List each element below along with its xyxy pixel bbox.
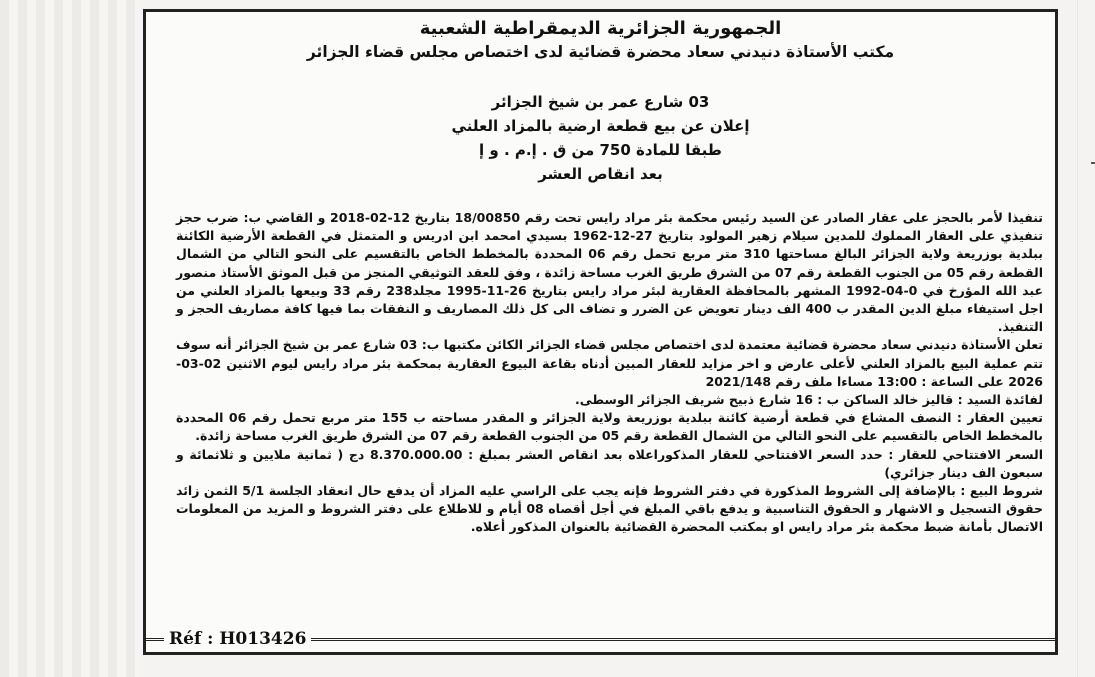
bailiff-office-title: مكتب الأستاذة دنيدني سعاد محضرة قضائية لدى اختصاص مجلس قضاء الجزائر bbox=[306, 43, 895, 61]
reference-number: Réf : H013426 bbox=[164, 628, 311, 650]
page-gutter bbox=[0, 0, 140, 677]
legal-article: طبقا للمادة 750 من ق . إ.م . و إ bbox=[479, 141, 722, 159]
price-reduction-note: بعد انقاص العشر bbox=[538, 165, 663, 183]
opening-price-paragraph: السعر الافتتاحي للعقار : حدد السعر الافتتاحي للعقار المذكوراعلاه بعد انقاص العشر بمبلغ : 8.370.000.00 دج ( ثمانية ملايين و ثلاثمائة و سبعون الف دينار جزائري) bbox=[176, 446, 1043, 480]
republic-title: الجمهورية الجزائرية الديمقراطية الشعبية bbox=[419, 18, 782, 39]
property-paragraph: تعيين العقار : النصف المشاع في قطعة أرضية كائنة ببلدية بوزريعة ولاية الجزائر و المقدر مساحته ب 155 متر مربع تحمل رقم 06 المحددة بالمخطط الخاص بالتقسيم على النحو التالي من الشمال القطعة رقم 05 من الجنوب القطعة رقم 07 من الشرق طريق الغرب مساحة زائدة. bbox=[176, 410, 1043, 444]
notice-body bbox=[176, 209, 1043, 537]
legal-notice-box bbox=[143, 9, 1058, 655]
seizure-paragraph: تنفيذا لأمر بالحجز على عقار الصادر عن السيد رئيس محكمة بئر مراد رايس تحت رقم 18/00850 بتاريخ 12-02-2018 و القاضي ب: ضرب حجز تنفيذي على العقار المملوك للمدين سيلام زهير المولود بتاريخ 27-12-1962 بسيدي امحمد ابن ادريس و المتمثل في القطعة الأرضية الكائنة ببلدية بوزريعة ولاية الجزائر البالغ مساحتها 310 متر مربع تحمل رقم 06 المحددة بالمخطط الخاص بالتقسيم على النحو التالي من الشمال القطعة رقم 05 من الجنوب القطعة رقم 07 من الشرق طريق الغرب مساحة زائدة ، وفق للعقد التوثيقي المنجز من قبل الموثق الأستاذ منصور عبد الله المؤرخ في 0-04-1992 المشهر بالمحافظة العقارية لبئر مراد رايس بتاريخ 26-11-1995 مجلد238 رقم 33 وبيعها بالمزاد العلني من اجل استيفاء مبلغ الدين المقدر ب 400 الف دينار تعويض عن الضرر و تضاف الى كل ذلك المصاريف و النفقات بما فيها كافة مصاريف الحجز و التنفيذ. bbox=[176, 210, 1043, 335]
page-edge bbox=[1067, 0, 1095, 677]
auction-paragraph: تعلن الأستاذة دنيدني سعاد محضرة قضائية معتمدة لدى اختصاص مجلس قضاء الجزائر الكائن مكتبها ب: 03 شارع عمر بن شيخ الجزائر أنه سوف تتم عملية البيع بالمزاد العلني لأعلى عارض و اخر مزايد للعقار المبين أدناه بقاعة البيوع العقارية بمحكمة بئر مراد رايس ليوم الاثنين 02-03-2026 على الساعة : 13:00 مساءا ملف رقم 2021/148 bbox=[176, 337, 1044, 389]
sale-conditions-paragraph: شروط البيع : بالإضافة إلى الشروط المذكورة في دفتر الشروط فإنه يجب على الراسي عليه المزاد أن يدفع حال انعقاد الجلسة 5/1 الثمن زائد حقوق التسجيل و الاشهار و الحقوق التناسبية و يدفع باقي المبلغ في أجل أقصاه 08 أيام و للاطلاع على دفتر الشروط و المزيد من المعلومات الاتصال بأمانة ضبط محكمة بئر مراد رايس او بمكتب المحضرة القضائية بالعنوان المذكور أعلاه. bbox=[176, 483, 1043, 535]
scan-mark bbox=[1091, 162, 1095, 164]
office-address: 03 شارع عمر بن شيخ الجزائر bbox=[491, 93, 710, 111]
beneficiary-paragraph: لفائدة السيد : قاليز خالد الساكن ب : 16 شارع ذبيح شريف الجزائر الوسطى. bbox=[574, 392, 1043, 408]
announcement-title: إعلان عن بيع قطعة ارضية بالمزاد العلني bbox=[451, 117, 750, 135]
